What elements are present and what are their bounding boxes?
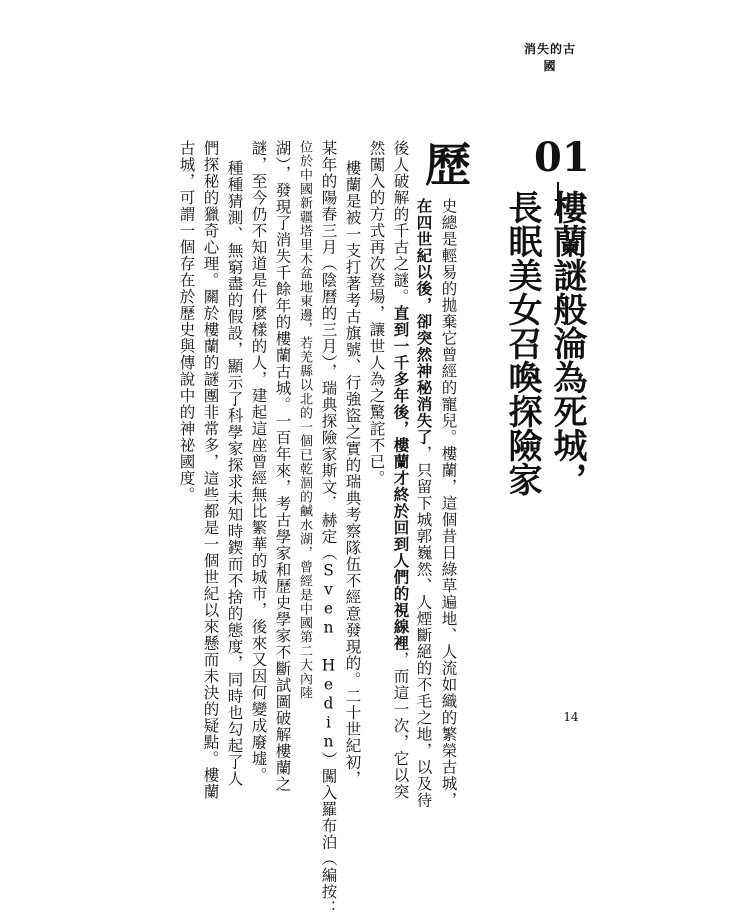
text-column-12: 古城，可謂一個存在於歷史與傳說中的神祕國度。 — [177, 140, 196, 503]
chapter-number: 01 — [534, 134, 590, 181]
text-column-1: 史總是輕易的拋棄它曾經的寵兒。樓蘭，這個昔日綠草遍地、人流如織的繁榮古城， — [439, 198, 458, 809]
text-column-10: 種種猜測、無窮盡的假設，顯示了科學家探求未知時鍥而不捨的態度，同時也勾起了人 — [225, 160, 244, 787]
text-column-3-a: 後人破解的千古之謎。 — [391, 140, 410, 305]
text-column-8: 湖），發現了消失千餘年的樓蘭古城。一百年來，考古學家和歷史學家不斷試圖破解樓蘭之 — [273, 140, 292, 793]
text-column-2 — [415, 198, 432, 809]
chapter-title-line-1: 樓蘭謎般淪為死城， — [547, 190, 587, 496]
chapter-title-line-2: 長眠美女召喚探險家 — [502, 190, 542, 496]
text-column-11: 們探秘的獵奇心理。關於樓蘭的謎團非常多，這些都是一個世紀以來懸而未決的疑點。樓蘭 — [201, 140, 220, 800]
text-column-3-bold: 直到一千多年後，樓蘭才終於回到人們的視線裡 — [391, 305, 411, 652]
page-number: 14 — [563, 710, 579, 724]
text-column-2-bold: 在四世紀以後，卻突然神秘消失了 — [414, 198, 434, 446]
text-column-9: 謎，至今仍不知道是什麼樣的人，建起這座曾經無比繁華的城市，後來又因何變成廢墟。 — [249, 140, 268, 784]
text-column-3-c: ，而這一次，它以突 — [391, 651, 410, 800]
running-head: 消失的古國 — [523, 42, 576, 73]
text-column-3 — [392, 140, 409, 800]
text-column-4: 然闖入的方式再次登場，讓世人為之驚詫不已。 — [367, 140, 386, 487]
text-column-7: 位於中國新疆塔里木盆地東邊，若羌縣以北的一個已乾涸的鹹水湖，曾經是中國第二大內陸 — [297, 140, 312, 700]
drop-cap: 歷 — [425, 138, 471, 192]
text-column-6: 某年的陽春三月（陰曆的三月），瑞典探險家斯文．赫定（Sven Hedin）闖入羅布泊（編按： — [319, 140, 338, 916]
text-column-5: 樓蘭是被一支打著考古旗號、行強盜之實的瑞典考察隊伍不經意發現的。二十世紀初， — [343, 160, 362, 787]
text-column-2-rest: ，只留下城郭巍然、人煙斷絕的不毛之地，以及待 — [414, 445, 433, 809]
